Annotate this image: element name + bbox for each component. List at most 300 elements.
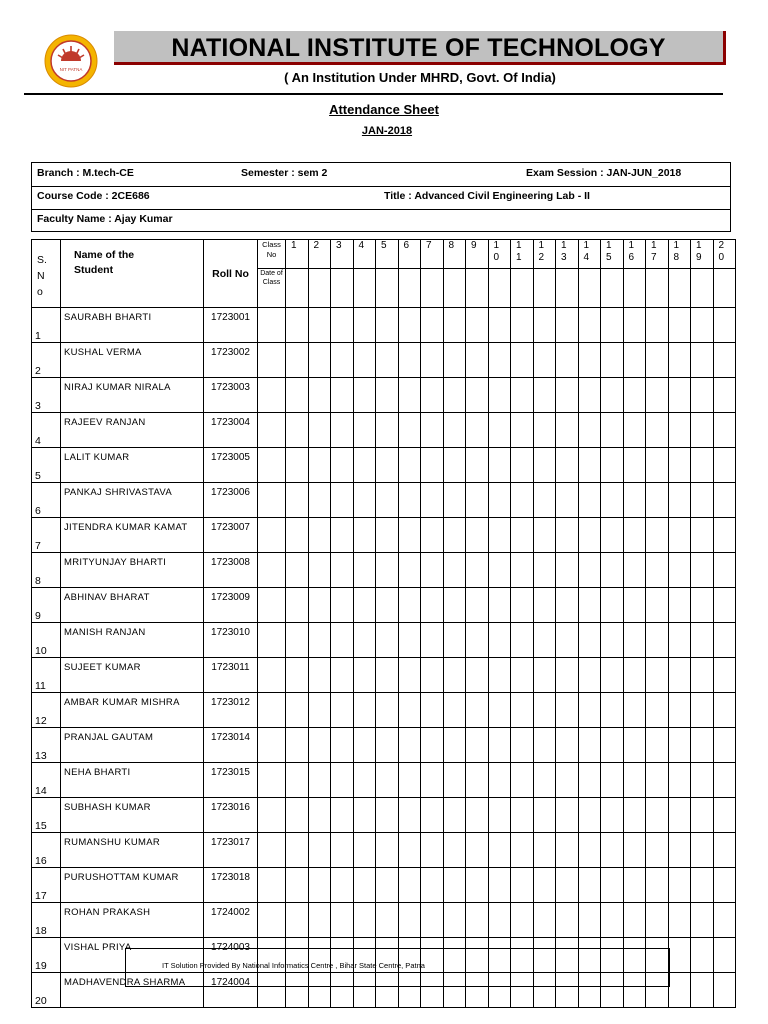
attendance-cell[interactable] xyxy=(668,553,691,588)
date-cell[interactable] xyxy=(398,269,421,308)
attendance-cell[interactable] xyxy=(421,658,444,693)
attendance-cell[interactable] xyxy=(646,903,669,938)
attendance-cell[interactable] xyxy=(556,798,579,833)
attendance-cell[interactable] xyxy=(511,623,534,658)
attendance-cell[interactable] xyxy=(668,728,691,763)
date-cell[interactable] xyxy=(421,269,444,308)
attendance-cell[interactable] xyxy=(466,343,489,378)
attendance-cell[interactable] xyxy=(511,693,534,728)
attendance-cell[interactable] xyxy=(331,483,354,518)
attendance-cell[interactable] xyxy=(668,903,691,938)
attendance-cell[interactable] xyxy=(443,903,466,938)
attendance-cell[interactable] xyxy=(398,378,421,413)
attendance-cell[interactable] xyxy=(578,728,601,763)
attendance-cell[interactable] xyxy=(421,763,444,798)
attendance-cell[interactable] xyxy=(376,763,399,798)
attendance-cell[interactable] xyxy=(601,693,624,728)
attendance-cell[interactable] xyxy=(511,868,534,903)
attendance-cell[interactable] xyxy=(691,728,714,763)
attendance-cell[interactable] xyxy=(623,658,646,693)
attendance-cell[interactable] xyxy=(286,658,309,693)
attendance-cell[interactable] xyxy=(668,763,691,798)
attendance-cell[interactable] xyxy=(308,553,331,588)
attendance-cell[interactable] xyxy=(443,798,466,833)
attendance-cell[interactable] xyxy=(488,518,511,553)
attendance-cell[interactable] xyxy=(376,448,399,483)
attendance-cell[interactable] xyxy=(646,448,669,483)
attendance-cell[interactable] xyxy=(443,308,466,343)
attendance-cell[interactable] xyxy=(691,343,714,378)
attendance-cell[interactable] xyxy=(668,483,691,518)
attendance-cell[interactable] xyxy=(578,693,601,728)
attendance-cell[interactable] xyxy=(691,903,714,938)
attendance-cell[interactable] xyxy=(308,448,331,483)
attendance-cell[interactable] xyxy=(623,903,646,938)
attendance-cell[interactable] xyxy=(421,693,444,728)
attendance-cell[interactable] xyxy=(376,553,399,588)
attendance-cell[interactable] xyxy=(646,553,669,588)
attendance-cell[interactable] xyxy=(376,833,399,868)
attendance-cell[interactable] xyxy=(376,518,399,553)
attendance-cell[interactable] xyxy=(286,833,309,868)
attendance-cell[interactable] xyxy=(353,378,376,413)
attendance-cell[interactable] xyxy=(533,413,556,448)
attendance-cell[interactable] xyxy=(331,518,354,553)
attendance-cell[interactable] xyxy=(578,483,601,518)
attendance-cell[interactable] xyxy=(713,518,736,553)
attendance-cell[interactable] xyxy=(331,623,354,658)
attendance-cell[interactable] xyxy=(713,588,736,623)
attendance-cell[interactable] xyxy=(601,378,624,413)
attendance-cell[interactable] xyxy=(646,588,669,623)
attendance-cell[interactable] xyxy=(443,623,466,658)
attendance-cell[interactable] xyxy=(713,728,736,763)
attendance-cell[interactable] xyxy=(286,518,309,553)
attendance-cell[interactable] xyxy=(398,518,421,553)
attendance-cell[interactable] xyxy=(286,553,309,588)
attendance-cell[interactable] xyxy=(533,343,556,378)
attendance-cell[interactable] xyxy=(421,903,444,938)
attendance-cell[interactable] xyxy=(331,868,354,903)
attendance-cell[interactable] xyxy=(713,763,736,798)
attendance-cell[interactable] xyxy=(511,798,534,833)
attendance-cell[interactable] xyxy=(511,378,534,413)
attendance-cell[interactable] xyxy=(601,518,624,553)
attendance-cell[interactable] xyxy=(488,343,511,378)
attendance-cell[interactable] xyxy=(353,518,376,553)
attendance-cell[interactable] xyxy=(398,728,421,763)
attendance-cell[interactable] xyxy=(623,448,646,483)
attendance-cell[interactable] xyxy=(488,868,511,903)
attendance-cell[interactable] xyxy=(668,973,691,1008)
attendance-cell[interactable] xyxy=(578,448,601,483)
attendance-cell[interactable] xyxy=(578,553,601,588)
attendance-cell[interactable] xyxy=(353,343,376,378)
attendance-cell[interactable] xyxy=(331,308,354,343)
attendance-cell[interactable] xyxy=(691,833,714,868)
attendance-cell[interactable] xyxy=(623,833,646,868)
attendance-cell[interactable] xyxy=(398,343,421,378)
attendance-cell[interactable] xyxy=(353,413,376,448)
attendance-cell[interactable] xyxy=(443,483,466,518)
attendance-cell[interactable] xyxy=(331,728,354,763)
attendance-cell[interactable] xyxy=(466,483,489,518)
attendance-cell[interactable] xyxy=(556,903,579,938)
attendance-cell[interactable] xyxy=(466,903,489,938)
attendance-cell[interactable] xyxy=(646,378,669,413)
attendance-cell[interactable] xyxy=(668,938,691,973)
attendance-cell[interactable] xyxy=(556,728,579,763)
attendance-cell[interactable] xyxy=(286,798,309,833)
attendance-cell[interactable] xyxy=(578,623,601,658)
attendance-cell[interactable] xyxy=(511,833,534,868)
attendance-cell[interactable] xyxy=(668,868,691,903)
attendance-cell[interactable] xyxy=(601,623,624,658)
attendance-cell[interactable] xyxy=(286,763,309,798)
attendance-cell[interactable] xyxy=(533,728,556,763)
attendance-cell[interactable] xyxy=(601,343,624,378)
attendance-cell[interactable] xyxy=(466,868,489,903)
attendance-cell[interactable] xyxy=(308,623,331,658)
attendance-cell[interactable] xyxy=(533,658,556,693)
attendance-cell[interactable] xyxy=(421,308,444,343)
attendance-cell[interactable] xyxy=(691,308,714,343)
attendance-cell[interactable] xyxy=(286,728,309,763)
attendance-cell[interactable] xyxy=(691,378,714,413)
attendance-cell[interactable] xyxy=(668,798,691,833)
attendance-cell[interactable] xyxy=(646,763,669,798)
attendance-cell[interactable] xyxy=(533,553,556,588)
attendance-cell[interactable] xyxy=(511,588,534,623)
attendance-cell[interactable] xyxy=(398,448,421,483)
attendance-cell[interactable] xyxy=(713,973,736,1008)
attendance-cell[interactable] xyxy=(691,413,714,448)
attendance-cell[interactable] xyxy=(646,518,669,553)
attendance-cell[interactable] xyxy=(623,728,646,763)
date-cell[interactable] xyxy=(556,269,579,308)
attendance-cell[interactable] xyxy=(443,728,466,763)
date-cell[interactable] xyxy=(668,269,691,308)
attendance-cell[interactable] xyxy=(308,868,331,903)
attendance-cell[interactable] xyxy=(713,798,736,833)
attendance-cell[interactable] xyxy=(443,868,466,903)
attendance-cell[interactable] xyxy=(331,798,354,833)
attendance-cell[interactable] xyxy=(488,798,511,833)
attendance-cell[interactable] xyxy=(286,868,309,903)
attendance-cell[interactable] xyxy=(601,833,624,868)
attendance-cell[interactable] xyxy=(488,833,511,868)
attendance-cell[interactable] xyxy=(421,728,444,763)
attendance-cell[interactable] xyxy=(286,903,309,938)
attendance-cell[interactable] xyxy=(331,658,354,693)
attendance-cell[interactable] xyxy=(511,658,534,693)
attendance-cell[interactable] xyxy=(331,903,354,938)
attendance-cell[interactable] xyxy=(713,903,736,938)
attendance-cell[interactable] xyxy=(601,658,624,693)
date-cell[interactable] xyxy=(308,269,331,308)
attendance-cell[interactable] xyxy=(443,833,466,868)
attendance-cell[interactable] xyxy=(578,343,601,378)
attendance-cell[interactable] xyxy=(421,378,444,413)
attendance-cell[interactable] xyxy=(308,798,331,833)
attendance-cell[interactable] xyxy=(398,308,421,343)
attendance-cell[interactable] xyxy=(466,413,489,448)
attendance-cell[interactable] xyxy=(286,343,309,378)
attendance-cell[interactable] xyxy=(466,763,489,798)
attendance-cell[interactable] xyxy=(646,833,669,868)
attendance-cell[interactable] xyxy=(331,553,354,588)
date-cell[interactable] xyxy=(601,269,624,308)
attendance-cell[interactable] xyxy=(488,588,511,623)
attendance-cell[interactable] xyxy=(556,518,579,553)
attendance-cell[interactable] xyxy=(646,798,669,833)
attendance-cell[interactable] xyxy=(286,588,309,623)
attendance-cell[interactable] xyxy=(286,623,309,658)
attendance-cell[interactable] xyxy=(556,413,579,448)
attendance-cell[interactable] xyxy=(466,308,489,343)
attendance-cell[interactable] xyxy=(556,658,579,693)
attendance-cell[interactable] xyxy=(331,588,354,623)
attendance-cell[interactable] xyxy=(421,518,444,553)
attendance-cell[interactable] xyxy=(488,553,511,588)
attendance-cell[interactable] xyxy=(331,763,354,798)
attendance-cell[interactable] xyxy=(533,623,556,658)
attendance-cell[interactable] xyxy=(556,868,579,903)
attendance-cell[interactable] xyxy=(488,378,511,413)
attendance-cell[interactable] xyxy=(353,483,376,518)
attendance-cell[interactable] xyxy=(601,728,624,763)
attendance-cell[interactable] xyxy=(376,658,399,693)
attendance-cell[interactable] xyxy=(646,728,669,763)
attendance-cell[interactable] xyxy=(308,413,331,448)
attendance-cell[interactable] xyxy=(466,728,489,763)
attendance-cell[interactable] xyxy=(691,693,714,728)
attendance-cell[interactable] xyxy=(466,833,489,868)
attendance-cell[interactable] xyxy=(308,378,331,413)
attendance-cell[interactable] xyxy=(691,763,714,798)
attendance-cell[interactable] xyxy=(556,588,579,623)
attendance-cell[interactable] xyxy=(601,798,624,833)
attendance-cell[interactable] xyxy=(353,658,376,693)
attendance-cell[interactable] xyxy=(376,483,399,518)
attendance-cell[interactable] xyxy=(443,413,466,448)
attendance-cell[interactable] xyxy=(691,588,714,623)
attendance-cell[interactable] xyxy=(443,658,466,693)
attendance-cell[interactable] xyxy=(421,413,444,448)
attendance-cell[interactable] xyxy=(601,868,624,903)
attendance-cell[interactable] xyxy=(713,448,736,483)
attendance-cell[interactable] xyxy=(398,623,421,658)
attendance-cell[interactable] xyxy=(421,483,444,518)
attendance-cell[interactable] xyxy=(353,833,376,868)
attendance-cell[interactable] xyxy=(601,308,624,343)
attendance-cell[interactable] xyxy=(623,623,646,658)
date-cell[interactable] xyxy=(443,269,466,308)
attendance-cell[interactable] xyxy=(331,448,354,483)
attendance-cell[interactable] xyxy=(488,693,511,728)
attendance-cell[interactable] xyxy=(713,833,736,868)
attendance-cell[interactable] xyxy=(668,588,691,623)
attendance-cell[interactable] xyxy=(578,903,601,938)
attendance-cell[interactable] xyxy=(376,623,399,658)
attendance-cell[interactable] xyxy=(533,903,556,938)
attendance-cell[interactable] xyxy=(691,623,714,658)
attendance-cell[interactable] xyxy=(668,623,691,658)
attendance-cell[interactable] xyxy=(308,308,331,343)
attendance-cell[interactable] xyxy=(443,378,466,413)
attendance-cell[interactable] xyxy=(556,378,579,413)
attendance-cell[interactable] xyxy=(623,343,646,378)
date-cell[interactable] xyxy=(623,269,646,308)
attendance-cell[interactable] xyxy=(331,833,354,868)
attendance-cell[interactable] xyxy=(668,833,691,868)
attendance-cell[interactable] xyxy=(691,658,714,693)
attendance-cell[interactable] xyxy=(556,553,579,588)
attendance-cell[interactable] xyxy=(308,483,331,518)
attendance-cell[interactable] xyxy=(398,903,421,938)
attendance-cell[interactable] xyxy=(353,448,376,483)
attendance-cell[interactable] xyxy=(578,798,601,833)
attendance-cell[interactable] xyxy=(286,483,309,518)
attendance-cell[interactable] xyxy=(668,308,691,343)
attendance-cell[interactable] xyxy=(511,763,534,798)
attendance-cell[interactable] xyxy=(353,308,376,343)
attendance-cell[interactable] xyxy=(353,798,376,833)
attendance-cell[interactable] xyxy=(691,518,714,553)
attendance-cell[interactable] xyxy=(308,833,331,868)
attendance-cell[interactable] xyxy=(668,413,691,448)
attendance-cell[interactable] xyxy=(488,483,511,518)
date-cell[interactable] xyxy=(466,269,489,308)
attendance-cell[interactable] xyxy=(533,588,556,623)
attendance-cell[interactable] xyxy=(511,413,534,448)
attendance-cell[interactable] xyxy=(623,413,646,448)
date-cell[interactable] xyxy=(646,269,669,308)
attendance-cell[interactable] xyxy=(646,658,669,693)
attendance-cell[interactable] xyxy=(421,553,444,588)
attendance-cell[interactable] xyxy=(578,308,601,343)
attendance-cell[interactable] xyxy=(511,518,534,553)
attendance-cell[interactable] xyxy=(488,658,511,693)
attendance-cell[interactable] xyxy=(376,903,399,938)
attendance-cell[interactable] xyxy=(398,868,421,903)
attendance-cell[interactable] xyxy=(286,693,309,728)
date-cell[interactable] xyxy=(578,269,601,308)
attendance-cell[interactable] xyxy=(691,483,714,518)
attendance-cell[interactable] xyxy=(488,728,511,763)
attendance-cell[interactable] xyxy=(466,378,489,413)
attendance-cell[interactable] xyxy=(398,588,421,623)
attendance-cell[interactable] xyxy=(421,868,444,903)
attendance-cell[interactable] xyxy=(668,518,691,553)
attendance-cell[interactable] xyxy=(556,448,579,483)
attendance-cell[interactable] xyxy=(533,483,556,518)
attendance-cell[interactable] xyxy=(556,693,579,728)
attendance-cell[interactable] xyxy=(353,553,376,588)
attendance-cell[interactable] xyxy=(713,623,736,658)
attendance-cell[interactable] xyxy=(713,378,736,413)
attendance-cell[interactable] xyxy=(646,308,669,343)
attendance-cell[interactable] xyxy=(443,693,466,728)
attendance-cell[interactable] xyxy=(578,868,601,903)
attendance-cell[interactable] xyxy=(623,868,646,903)
attendance-cell[interactable] xyxy=(286,308,309,343)
date-cell[interactable] xyxy=(713,269,736,308)
attendance-cell[interactable] xyxy=(286,413,309,448)
attendance-cell[interactable] xyxy=(421,833,444,868)
attendance-cell[interactable] xyxy=(398,553,421,588)
attendance-cell[interactable] xyxy=(308,763,331,798)
attendance-cell[interactable] xyxy=(308,693,331,728)
attendance-cell[interactable] xyxy=(691,553,714,588)
attendance-cell[interactable] xyxy=(646,343,669,378)
attendance-cell[interactable] xyxy=(533,378,556,413)
attendance-cell[interactable] xyxy=(421,798,444,833)
date-cell[interactable] xyxy=(286,269,309,308)
attendance-cell[interactable] xyxy=(533,868,556,903)
attendance-cell[interactable] xyxy=(578,588,601,623)
attendance-cell[interactable] xyxy=(556,308,579,343)
attendance-cell[interactable] xyxy=(511,728,534,763)
attendance-cell[interactable] xyxy=(421,588,444,623)
attendance-cell[interactable] xyxy=(286,378,309,413)
attendance-cell[interactable] xyxy=(623,483,646,518)
attendance-cell[interactable] xyxy=(601,588,624,623)
attendance-cell[interactable] xyxy=(466,448,489,483)
attendance-cell[interactable] xyxy=(398,798,421,833)
attendance-cell[interactable] xyxy=(488,308,511,343)
date-cell[interactable] xyxy=(488,269,511,308)
attendance-cell[interactable] xyxy=(623,798,646,833)
attendance-cell[interactable] xyxy=(488,903,511,938)
attendance-cell[interactable] xyxy=(376,588,399,623)
attendance-cell[interactable] xyxy=(646,483,669,518)
attendance-cell[interactable] xyxy=(466,693,489,728)
attendance-cell[interactable] xyxy=(556,763,579,798)
attendance-cell[interactable] xyxy=(376,798,399,833)
attendance-cell[interactable] xyxy=(556,343,579,378)
attendance-cell[interactable] xyxy=(556,483,579,518)
attendance-cell[interactable] xyxy=(668,343,691,378)
attendance-cell[interactable] xyxy=(511,483,534,518)
attendance-cell[interactable] xyxy=(308,728,331,763)
attendance-cell[interactable] xyxy=(353,903,376,938)
attendance-cell[interactable] xyxy=(623,588,646,623)
attendance-cell[interactable] xyxy=(713,868,736,903)
attendance-cell[interactable] xyxy=(601,553,624,588)
attendance-cell[interactable] xyxy=(668,658,691,693)
attendance-cell[interactable] xyxy=(443,448,466,483)
attendance-cell[interactable] xyxy=(398,483,421,518)
attendance-cell[interactable] xyxy=(353,623,376,658)
attendance-cell[interactable] xyxy=(376,728,399,763)
attendance-cell[interactable] xyxy=(466,518,489,553)
attendance-cell[interactable] xyxy=(398,763,421,798)
attendance-cell[interactable] xyxy=(466,588,489,623)
attendance-cell[interactable] xyxy=(646,693,669,728)
attendance-cell[interactable] xyxy=(668,448,691,483)
attendance-cell[interactable] xyxy=(713,343,736,378)
attendance-cell[interactable] xyxy=(331,378,354,413)
attendance-cell[interactable] xyxy=(466,798,489,833)
attendance-cell[interactable] xyxy=(533,693,556,728)
attendance-cell[interactable] xyxy=(646,868,669,903)
attendance-cell[interactable] xyxy=(376,308,399,343)
date-cell[interactable] xyxy=(331,269,354,308)
attendance-cell[interactable] xyxy=(623,763,646,798)
attendance-cell[interactable] xyxy=(331,693,354,728)
attendance-cell[interactable] xyxy=(488,448,511,483)
